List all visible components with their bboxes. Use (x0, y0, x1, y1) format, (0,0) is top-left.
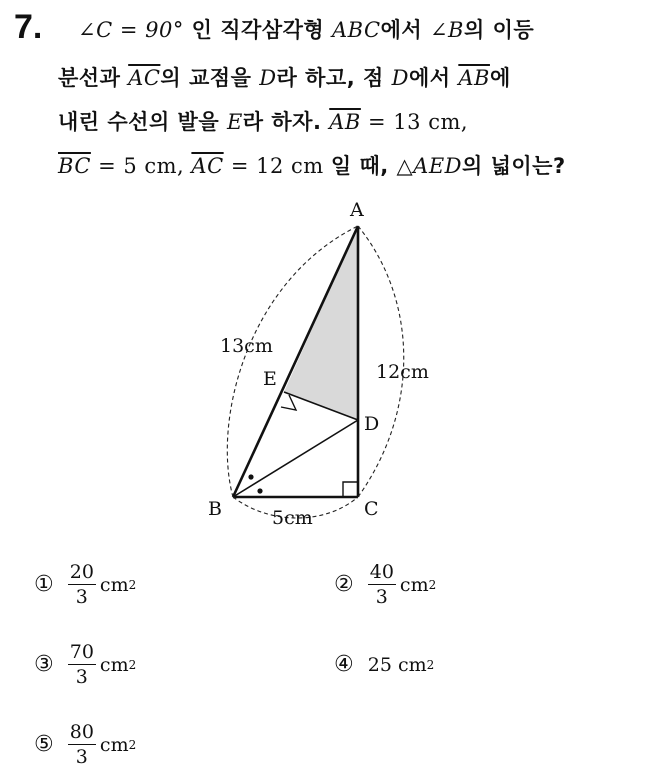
unit: cm (99, 653, 129, 676)
label-a: A (350, 199, 364, 221)
shaded-triangle-aed (284, 226, 358, 420)
choice-number: ③ (34, 652, 54, 677)
text: 에서 (380, 18, 430, 42)
exponent: 2 (428, 577, 437, 592)
label-b: B (208, 498, 222, 520)
segment-ab: $\overline{AB}$ (458, 66, 490, 90)
point-d: D (391, 66, 409, 90)
text: 인 직각삼각형 (191, 18, 332, 42)
text: 일 때, (330, 154, 397, 178)
denominator: 3 (75, 586, 88, 608)
fraction (68, 560, 96, 609)
length-bc: = 5 cm, (90, 154, 192, 178)
text: 에 (489, 66, 511, 90)
exponent: 2 (128, 577, 137, 592)
choice-3[interactable] (34, 640, 136, 689)
choice-4[interactable] (334, 652, 434, 677)
choice-number: ⑤ (34, 732, 54, 757)
text: 라 하자. (242, 110, 330, 134)
question-number: 7. (14, 8, 43, 46)
unit: cm (99, 733, 129, 756)
length-ab: = 13 cm, (360, 110, 469, 134)
numerator: 80 (69, 721, 94, 743)
text: 내린 수선의 발을 (58, 110, 227, 134)
numerator: 40 (369, 561, 394, 583)
unit: cm (397, 653, 427, 676)
angle-c: ∠C = 90° (78, 18, 184, 42)
text: 라 하고, 점 (276, 66, 392, 90)
choice-5[interactable] (34, 720, 136, 769)
choice-number: ② (334, 572, 354, 597)
text: 의 넓이는? (462, 154, 566, 178)
length-label-ab: 13cm (220, 335, 273, 357)
triangle-aed: △AED (396, 154, 462, 178)
denominator: 3 (75, 666, 88, 688)
choice-1[interactable] (34, 560, 136, 609)
unit: cm (399, 573, 429, 596)
point-d: D (259, 66, 277, 90)
label-d: D (364, 413, 380, 435)
exponent: 2 (128, 737, 137, 752)
fraction (368, 560, 396, 609)
angle-b: ∠B (429, 18, 464, 42)
numerator: 70 (69, 641, 94, 663)
segment-ac: $\overline{AC}$ (191, 154, 224, 178)
length-label-bc: 5cm (272, 507, 313, 529)
point-e: E (226, 110, 243, 134)
denominator: 3 (75, 746, 88, 768)
exponent: 2 (128, 657, 137, 672)
label-c: C (364, 498, 379, 520)
length-label-ac: 12cm (376, 361, 429, 383)
length-ac: = 12 cm (223, 154, 331, 178)
text: 에서 (408, 66, 459, 90)
denominator: 3 (375, 586, 388, 608)
numerator: 20 (69, 561, 94, 583)
fraction (68, 640, 96, 689)
value: 25 (367, 653, 392, 676)
segment-ab: $\overline{AB}$ (329, 110, 361, 134)
text: 의 교점을 (160, 66, 260, 90)
segment-bc: $\overline{BC}$ (58, 154, 91, 178)
angle-mark-dot (248, 474, 253, 479)
fraction (68, 720, 96, 769)
choice-number: ④ (334, 652, 354, 677)
choice-number: ① (34, 572, 54, 597)
text: 분선과 (58, 66, 129, 90)
angle-mark-dot (257, 488, 262, 493)
label-e: E (263, 368, 277, 390)
right-angle-mark-e (281, 395, 296, 410)
triangle-abc: ABC (332, 18, 381, 42)
exponent: 2 (426, 657, 435, 672)
right-angle-mark-c (343, 482, 358, 497)
unit: cm (99, 573, 129, 596)
text: 의 이등 (463, 18, 535, 42)
choice-2[interactable] (334, 560, 436, 609)
segment-ac: $\overline{AC}$ (128, 66, 161, 90)
